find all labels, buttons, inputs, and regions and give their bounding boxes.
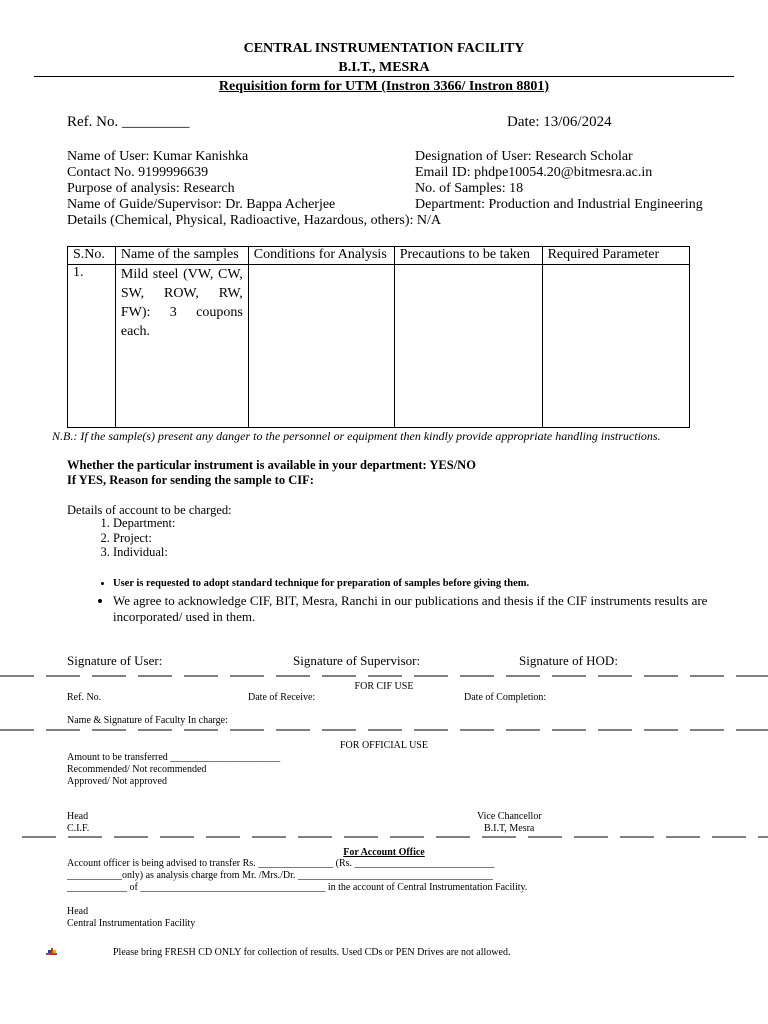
vc-label: Vice Chancellor	[477, 811, 542, 822]
account-line-3: ____________ of _____________________________________ in the account of Central Instrumentation Facility.	[67, 882, 528, 893]
bit-label: B.I.T, Mesra	[484, 823, 535, 834]
account-head-label: Head	[67, 906, 89, 917]
org-title: CENTRAL INSTRUMENTATION FACILITY	[243, 41, 525, 56]
date[interactable]: Date: 13/06/2024	[507, 114, 612, 130]
user-email: Email ID: phdpe10054.20@bitmesra.ac.in	[415, 165, 653, 180]
facility-label: Central Instrumentation Facility	[67, 918, 196, 929]
user-name: Name of User: Kumar Kanishka	[67, 149, 249, 164]
table-row	[68, 265, 690, 428]
pointing-hand-icon	[45, 946, 58, 957]
header-rule	[34, 76, 734, 77]
account-line-1: Account officer is being advised to transfer Rs. _______________ (Rs. ____________________________	[67, 858, 495, 869]
date-of-completion: Date of Completion:	[464, 692, 547, 703]
account-list	[90, 516, 175, 560]
approved-line: Approved/ Not approved	[67, 776, 167, 787]
account-office-heading: For Account Office	[343, 847, 425, 858]
col-parameter: Required Parameter	[542, 247, 689, 265]
cell-precautions[interactable]	[394, 265, 542, 428]
footer-note: Please bring FRESH CD ONLY for collection of results. Used CDs or PEN Drives are not allowed.	[113, 947, 511, 958]
account-item-department: 1. Department:	[113, 516, 175, 531]
reason-question: If YES, Reason for sending the sample to CIF:	[67, 473, 314, 487]
col-conditions: Conditions for Analysis	[248, 247, 394, 265]
account-item-project: 2. Project:	[113, 531, 175, 546]
sample-details: Details (Chemical, Physical, Radioactive, Hazardous, others): N/A	[67, 213, 442, 228]
faculty-signature: Name & Signature of Faculty In charge:	[67, 715, 228, 726]
user-contact: Contact No. 9199996639	[67, 165, 209, 180]
account-item-individual: 3. Individual:	[113, 545, 175, 560]
signature-user: Signature of User:	[67, 653, 163, 668]
department: Department: Production and Industrial Engineering	[415, 197, 703, 212]
ref-no[interactable]: Ref. No. _________	[67, 114, 190, 130]
cut-line-2	[0, 729, 768, 731]
account-heading: Details of account to be charged:	[67, 503, 232, 517]
table-header-row	[68, 247, 690, 265]
nb-note: N.B.: If the sample(s) present any danger to the personnel or equipment then kindly provide appropriate handling instructions.	[52, 429, 661, 443]
form-title: Requisition form for UTM (Instron 3366/ Instron 8801)	[218, 79, 550, 94]
cell-parameter[interactable]	[542, 265, 689, 428]
cif-label: C.I.F.	[67, 823, 90, 834]
signature-hod: Signature of HOD:	[519, 653, 618, 668]
recommended-line: Recommended/ Not recommended	[67, 764, 207, 775]
cell-sno: 1.	[68, 265, 116, 428]
head-label: Head	[67, 811, 89, 822]
col-sno: S.No.	[68, 247, 116, 265]
purpose: Purpose of analysis: Research	[67, 181, 235, 196]
note-preparation: • User is requested to adopt standard technique for preparation of samples before giving them.	[113, 576, 728, 591]
note-acknowledge: • We agree to acknowledge CIF, BIT, Mesra, Ranchi in our publications and thesis if the CIF instruments results are incorporated/ used in them.	[113, 593, 728, 625]
guide: Name of Guide/Supervisor: Dr. Bappa Acherjee	[67, 197, 336, 212]
cell-sample-name: Mild steel (VW, CW, SW, ROW, RW, FW): 3 coupons each.	[115, 265, 248, 428]
institute-title: B.I.T., MESRA	[338, 60, 430, 75]
user-designation: Designation of User: Research Scholar	[415, 149, 633, 164]
cut-line-1	[0, 675, 768, 677]
cif-use-heading: FOR CIF USE	[354, 681, 414, 692]
signature-supervisor: Signature of Supervisor:	[293, 653, 421, 668]
cut-line-3	[0, 836, 768, 838]
availability-question: Whether the particular instrument is available in your department: YES/NO	[67, 458, 476, 472]
cell-conditions[interactable]	[248, 265, 394, 428]
samples-table	[67, 246, 690, 428]
date-of-receive: Date of Receive:	[248, 692, 316, 703]
account-line-2: ___________only) as analysis charge from Mr. /Mrs./Dr. _______________________________________	[67, 870, 493, 881]
notes-list	[90, 576, 728, 625]
col-precautions: Precautions to be taken	[394, 247, 542, 265]
cif-ref-no: Ref. No.	[67, 692, 102, 703]
official-use-heading: FOR OFFICIAL USE	[340, 740, 428, 751]
col-sample-name: Name of the samples	[115, 247, 248, 265]
samples-count: No. of Samples: 18	[415, 181, 524, 196]
amount-line: Amount to be transferred ______________________	[67, 752, 281, 763]
